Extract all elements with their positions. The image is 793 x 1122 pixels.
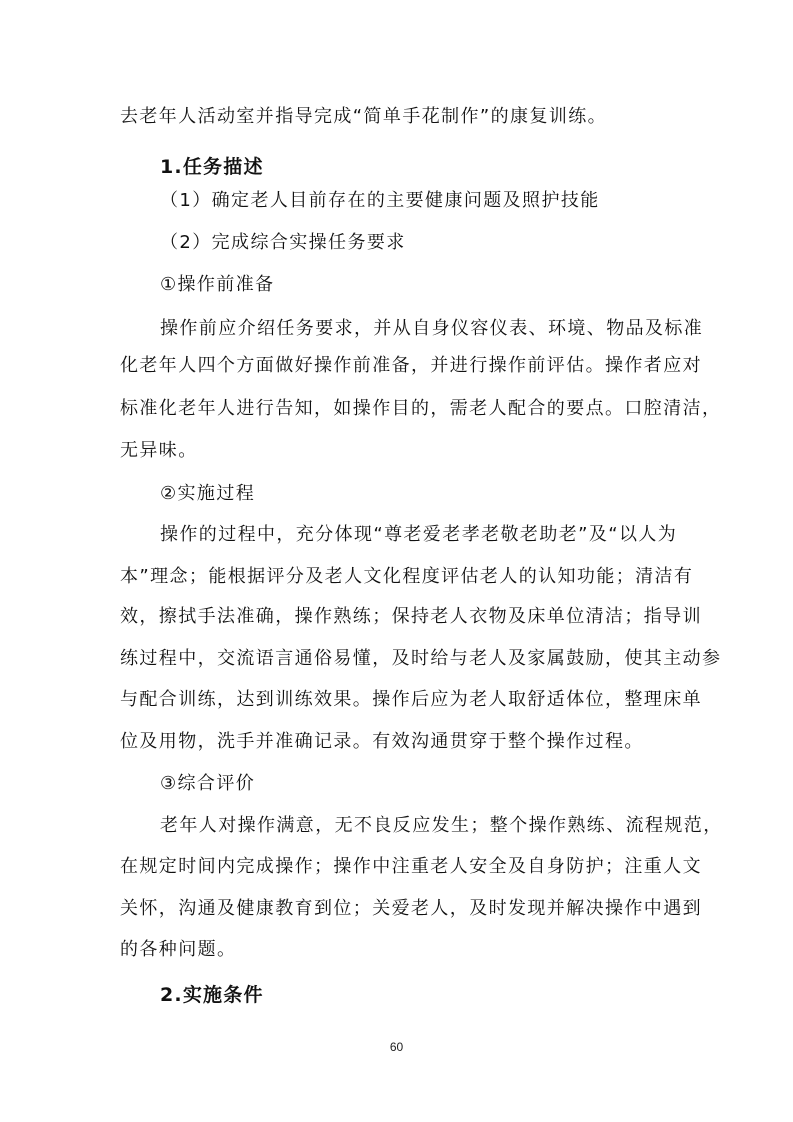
paragraph-line: 在规定时间内完成操作；操作中注重老人安全及自身防护；注重人文 <box>120 856 702 877</box>
subsection-title-evaluation: ③综合评价 <box>160 773 256 794</box>
paragraph-line: 操作的过程中，充分体现“尊老爱老孝老敬老助老”及“以人为 <box>160 524 678 545</box>
paragraph-line: 与配合训练，达到训练效果。操作后应为老人取舒适体位，整理床单 <box>120 689 702 710</box>
section-heading-conditions: 2.实施条件 <box>160 984 264 1006</box>
page-number: 60 <box>389 1040 404 1054</box>
paragraph-line: 的各种问题。 <box>120 939 237 960</box>
paragraph-line: 标准化老年人进行告知，如操作目的，需老人配合的要点。口腔清洁， <box>120 398 722 419</box>
intro-line: 去老年人活动室并指导完成“简单手花制作”的康复训练。 <box>120 106 608 127</box>
paragraph-line: 化老年人四个方面做好操作前准备，并进行操作前评估。操作者应对 <box>120 355 702 376</box>
subsection-title-implementation: ②实施过程 <box>160 483 256 504</box>
paragraph-line: 效，擦拭手法准确，操作熟练；保持老人衣物及床单位清洁；指导训 <box>120 606 702 627</box>
paragraph-line: 本”理念；能根据评分及老人文化程度评估老人的认知功能；清洁有 <box>120 566 694 587</box>
section-heading-task-description: 1.任务描述 <box>160 156 264 178</box>
subsection-title-preparation: ①操作前准备 <box>160 274 275 295</box>
paragraph-line: 操作前应介绍任务要求，并从自身仪容仪表、环境、物品及标准 <box>160 318 704 339</box>
paragraph-line: 无异味。 <box>120 440 198 461</box>
task-item-1: （1）确定老人目前存在的主要健康问题及照护技能 <box>160 190 600 211</box>
paragraph-line: 练过程中，交流语言通俗易懂，及时给与老人及家属鼓励，使其主动参 <box>120 648 722 669</box>
paragraph-line: 关怀，沟通及健康教育到位；关爱老人，及时发现并解决操作中遇到 <box>120 898 702 919</box>
paragraph-line: 位及用物，洗手并准确记录。有效沟通贯穿于整个操作过程。 <box>120 731 644 752</box>
paragraph-line: 老年人对操作满意，无不良反应发生；整个操作熟练、流程规范， <box>160 815 723 836</box>
task-item-2: （2）完成综合实操任务要求 <box>160 232 406 253</box>
